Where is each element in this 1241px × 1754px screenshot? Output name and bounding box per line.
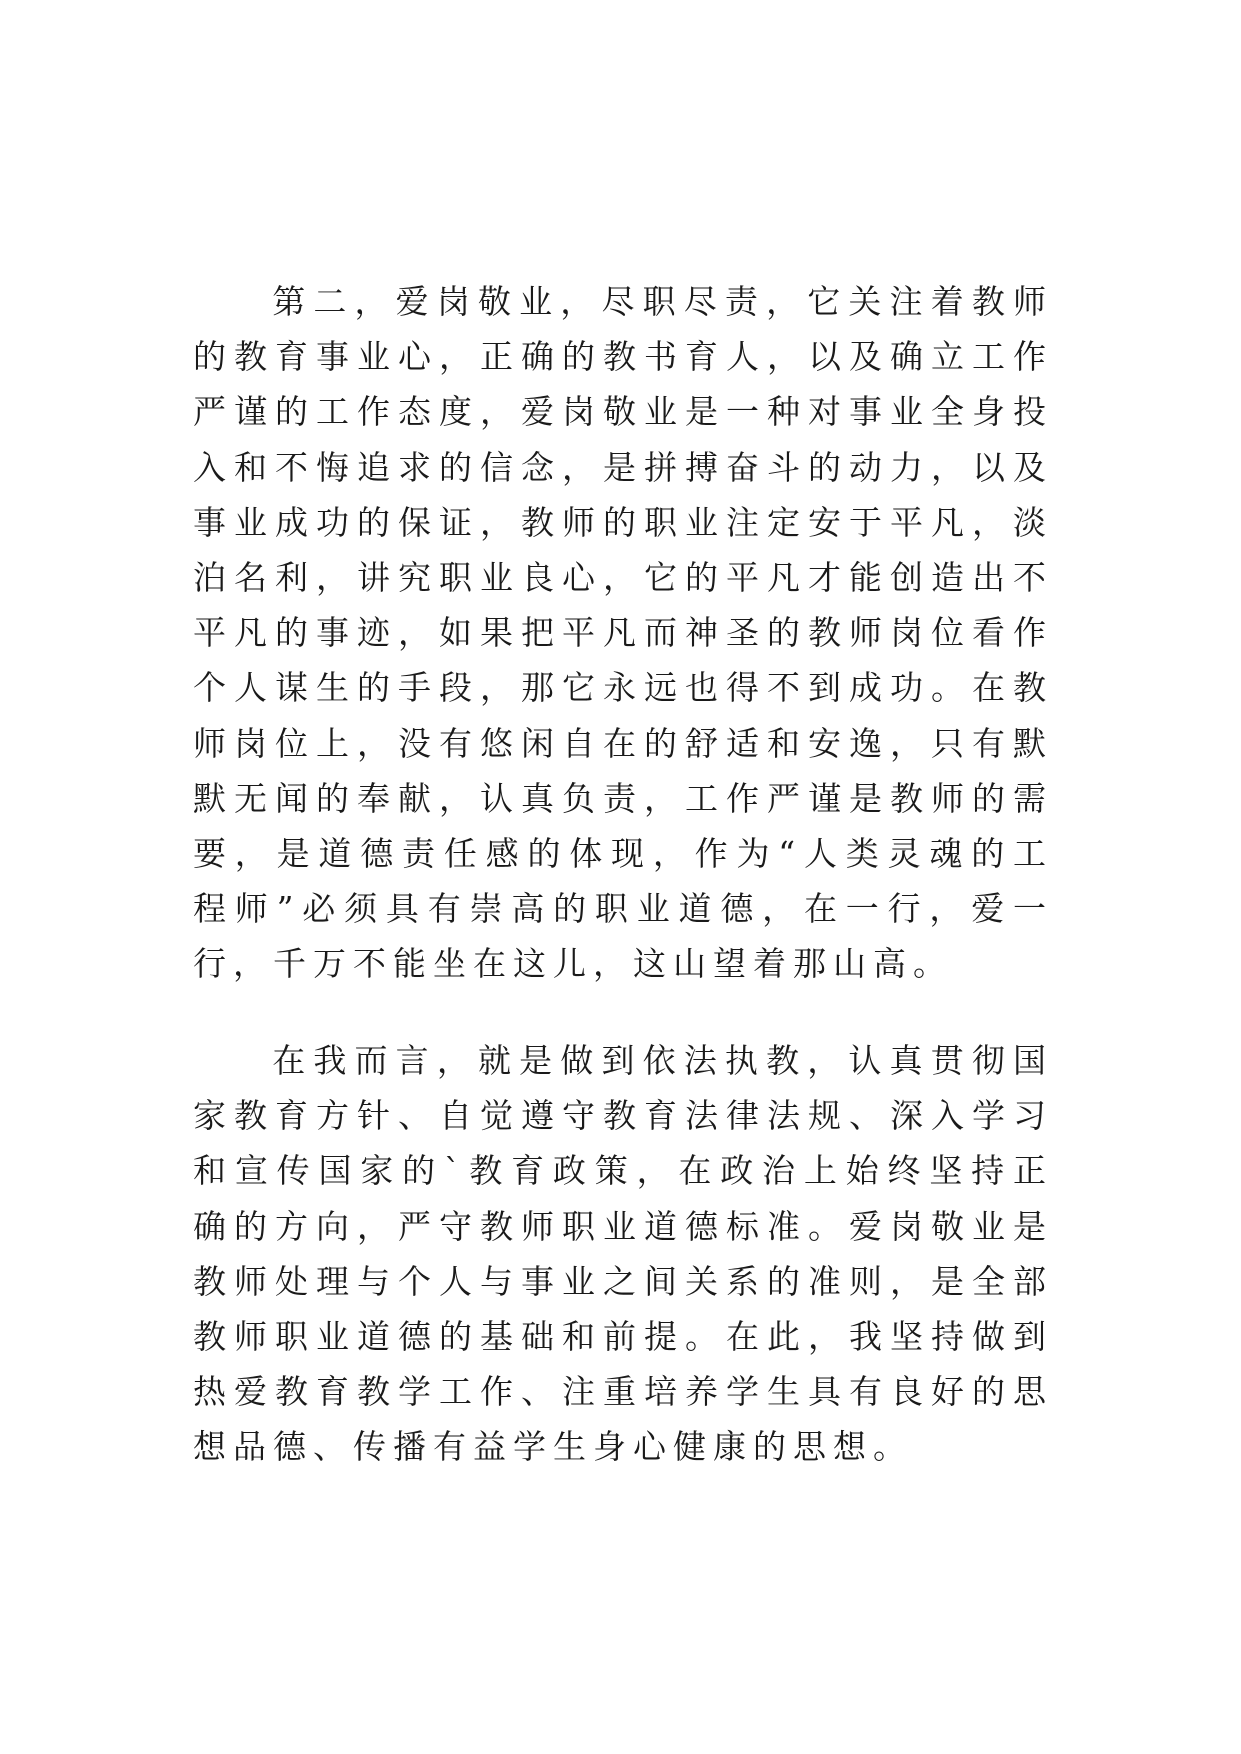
body-paragraph-2: 在我而言，就是做到依法执教，认真贯彻国家教育方针、自觉遵守教育法律法规、深入学习和宣传国家的`教育政策，在政治上始终坚持正确的方向，严守教师职业道德标准。爱岗敬业是教师处理与个人与事业之间关系的准则，是全部教师职业道德的基础和前提。在此，我坚持做到热爱教育教学工作、注重培养学生具有良好的思想品德、传播有益学生身心健康的思想。 <box>193 1041 1053 1467</box>
body-paragraph-1: 第二，爱岗敬业，尽职尽责，它关注着教师的教育事业心，正确的教书育人，以及确立工作严谨的工作态度，爱岗敬业是一种对事业全身投入和不悔追求的信念，是拼搏奋斗的动力，以及事业成功的保证，教师的职业注定安于平凡，淡泊名利，讲究职业良心，它的平凡才能创造出不平凡的事迹，如果把平凡而神圣的教师岗位看作个人谋生的手段，那它永远也得不到成功。在教师岗位上，没有悠闲自在的舒适和安逸，只有默默无闻的奉献，认真负责，工作严谨是教师的需要，是道德责任感的体现，作为“人类灵魂的工程师”必须具有崇高的职业道德，在一行，爱一行，千万不能坐在这儿，这山望着那山高。 <box>193 282 1053 984</box>
